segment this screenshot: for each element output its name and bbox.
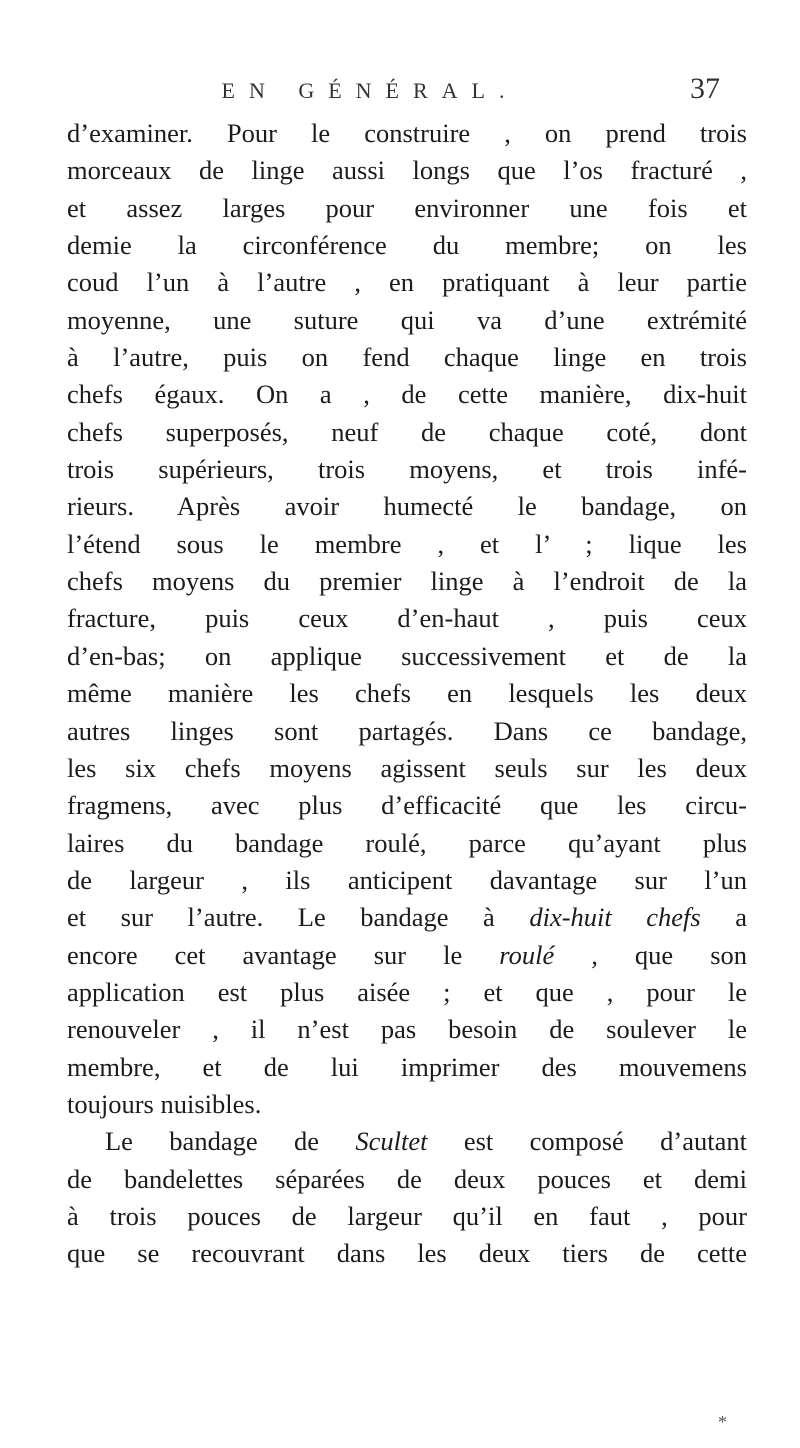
italic-run: dix-huit chefs [529,902,701,933]
text-line: de largeur , ils anticipent davantage sur l’un [67,864,747,895]
text-line: l’étend sous le membre , et l’ ; lique les [67,528,747,559]
running-title: EN GÉNÉRAL. [221,78,519,103]
text-line: autres linges sont partagés. Dans ce bandage, [67,715,747,746]
page-number: 37 [690,72,720,105]
italic-run: roulé , [499,939,598,970]
text-line: d’examiner. Pour le construire , on prend trois [67,118,747,148]
text-line: rieurs. Après avoir humecté le bandage, on [67,491,747,522]
text-run: a [700,902,748,933]
text-line: membre, et de lui imprimer des mouvemens [67,1051,747,1082]
text-run: et sur l’autre. Le bandage à [67,902,495,933]
body-text [67,115,747,1273]
text-line: renouveler , il n’est pas besoin de soulever le [67,1014,747,1045]
text-line: et assez larges pour environner une fois et [67,192,747,223]
italic-run: Scultet [355,1126,428,1157]
text-line: chefs moyens du premier linge à l’endroit de la [67,566,747,597]
text-line: trois supérieurs, trois moyens, et trois infé- [67,454,747,485]
page-header [0,72,800,112]
text-line: morceaux de linge aussi longs que l’os fracturé , [67,155,747,186]
text-line: chefs superposés, neuf de chaque coté, dont [67,416,747,447]
text-run: est composé d’autant [427,1126,747,1157]
text-line [67,937,747,974]
text-line: à l’autre, puis on fend chaque linge en trois [67,342,747,373]
paragraph-end-line: toujours nuisibles. [67,1088,262,1119]
text-line: application est plus aisée ; et que , pour le [67,976,747,1007]
text-line: demie la circonférence du membre; on les [67,230,747,261]
signature-mark: * [718,1412,727,1432]
text-line [67,899,747,936]
text-line: de bandelettes séparées de deux pouces et demi [67,1163,747,1194]
text-run: Le bandage de [105,1126,319,1157]
text-line: fracture, puis ceux d’en-haut , puis ceux [67,603,747,634]
text-line: d’en-bas; on applique successivement et de la [67,640,747,671]
text-run: encore cet avantage sur le [67,939,463,970]
text-line: même manière les chefs en lesquels les deux [67,678,747,709]
text-line: que se recouvrant dans les deux tiers de cette [67,1238,747,1269]
text-line: chefs égaux. On a , de cette manière, dix-huit [67,379,747,410]
text-line: à trois pouces de largeur qu’il en faut , pour [67,1200,747,1231]
text-line: coud l’un à l’autre , en pratiquant à leur partie [67,267,747,298]
text-line: les six chefs moyens agissent seuls sur les deux [67,752,747,783]
text-line: fragmens, avec plus d’efficacité que les circu- [67,790,747,821]
text-run: que son [597,939,748,970]
text-line: laires du bandage roulé, parce qu’ayant plus [67,827,747,858]
text-line: moyenne, une suture qui va d’une extrémité [67,304,747,335]
paragraph-start-line [67,1123,747,1160]
